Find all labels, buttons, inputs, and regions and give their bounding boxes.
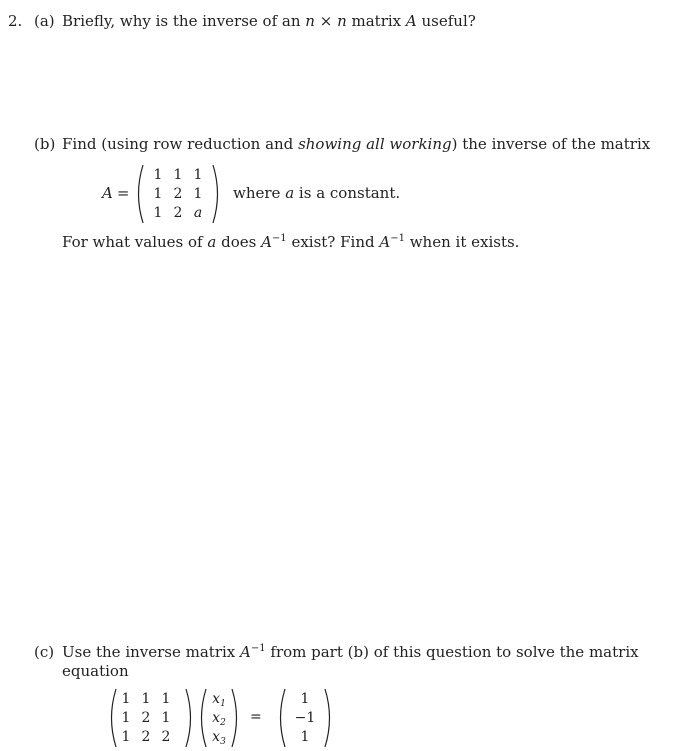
vector-b — [275, 688, 335, 748]
part-b-emphasis: showing all working — [298, 135, 452, 153]
inverse-exponent: −1 — [271, 233, 287, 244]
inverse-exponent: −1 — [390, 233, 405, 244]
matrix-cell: 1 — [121, 729, 131, 745]
var-n: n — [305, 12, 315, 30]
part-b-text — [62, 135, 650, 153]
vector-x — [196, 688, 242, 748]
var-a: a — [207, 233, 217, 251]
matrix-cell: 2 — [173, 186, 183, 202]
vector-x-entry: $x_3$ — [212, 729, 226, 747]
matrix-cell: 1 — [153, 167, 163, 183]
var-A: A — [102, 184, 113, 202]
part-a-text-1: Briefly, why is the inverse of an — [62, 12, 306, 30]
part-c-label: (c) — [34, 643, 55, 661]
var-a: a — [285, 184, 295, 202]
inverse-exponent: −1 — [250, 643, 266, 654]
where-text-2: is a constant. — [294, 184, 401, 202]
part-c-text — [62, 643, 639, 661]
part-c-text-2: from part (b) of this question to solve the matrix — [265, 643, 639, 661]
part-a-label: (a) — [34, 12, 55, 30]
q-text-4: when it exists. — [404, 233, 520, 251]
q-text-3: exist? Find — [286, 233, 380, 251]
matrix-cell: 2 — [141, 729, 151, 745]
part-a-text — [62, 12, 476, 30]
matrix-cell: 1 — [153, 205, 163, 221]
var-A: A — [261, 233, 272, 251]
matrix-cell: 2 — [161, 729, 171, 745]
var-A: A — [379, 233, 391, 251]
matrix-c — [106, 688, 196, 748]
matrix-cell: 1 — [153, 186, 163, 202]
var-n: n — [337, 12, 347, 30]
matrix-cell: a — [193, 205, 203, 221]
where-text — [233, 184, 400, 202]
matrix-cell: 1 — [121, 710, 131, 726]
matrix-a-label — [102, 184, 129, 202]
matrix-cell: 2 — [141, 710, 151, 726]
part-b-label: (b) — [34, 135, 56, 153]
equals-sign: = — [116, 184, 130, 202]
matrix-cell: 1 — [141, 691, 151, 707]
part-b-text-1: Find (using row reduction and — [62, 135, 299, 153]
matrix-cell: 1 — [161, 691, 171, 707]
part-a-text-3: useful? — [416, 12, 476, 30]
part-b-question — [62, 233, 519, 251]
vector-b-entry: 1 — [300, 729, 310, 745]
q-text-1: For what values of — [62, 233, 208, 251]
matrix-cell: 1 — [193, 186, 203, 202]
matrix-cell: 2 — [173, 205, 183, 221]
matrix-cell: 1 — [121, 691, 131, 707]
matrix-cell: 1 — [193, 167, 203, 183]
part-a-text-2: matrix — [346, 12, 406, 30]
matrix-cell: 1 — [173, 167, 183, 183]
where-text-1: where — [233, 184, 286, 202]
vector-b-entry: −1 — [294, 710, 316, 726]
q-text-2: does — [216, 233, 262, 251]
question-number: 2. — [8, 12, 23, 30]
part-c-text-1: Use the inverse matrix — [62, 643, 241, 661]
part-c-text-line2: equation — [62, 662, 129, 680]
vector-b-entry: 1 — [300, 691, 310, 707]
matrix-b — [133, 164, 223, 224]
matrix-cell: 1 — [161, 710, 171, 726]
vector-x-entry: $x_1$ — [212, 691, 226, 709]
part-b-text-2: ) the inverse of the matrix — [451, 135, 651, 153]
times-symbol: × — [314, 12, 338, 30]
var-A: A — [240, 643, 251, 661]
var-A: A — [405, 12, 417, 30]
equals-sign: = — [250, 709, 262, 725]
vector-x-entry: $x_2$ — [212, 710, 226, 728]
